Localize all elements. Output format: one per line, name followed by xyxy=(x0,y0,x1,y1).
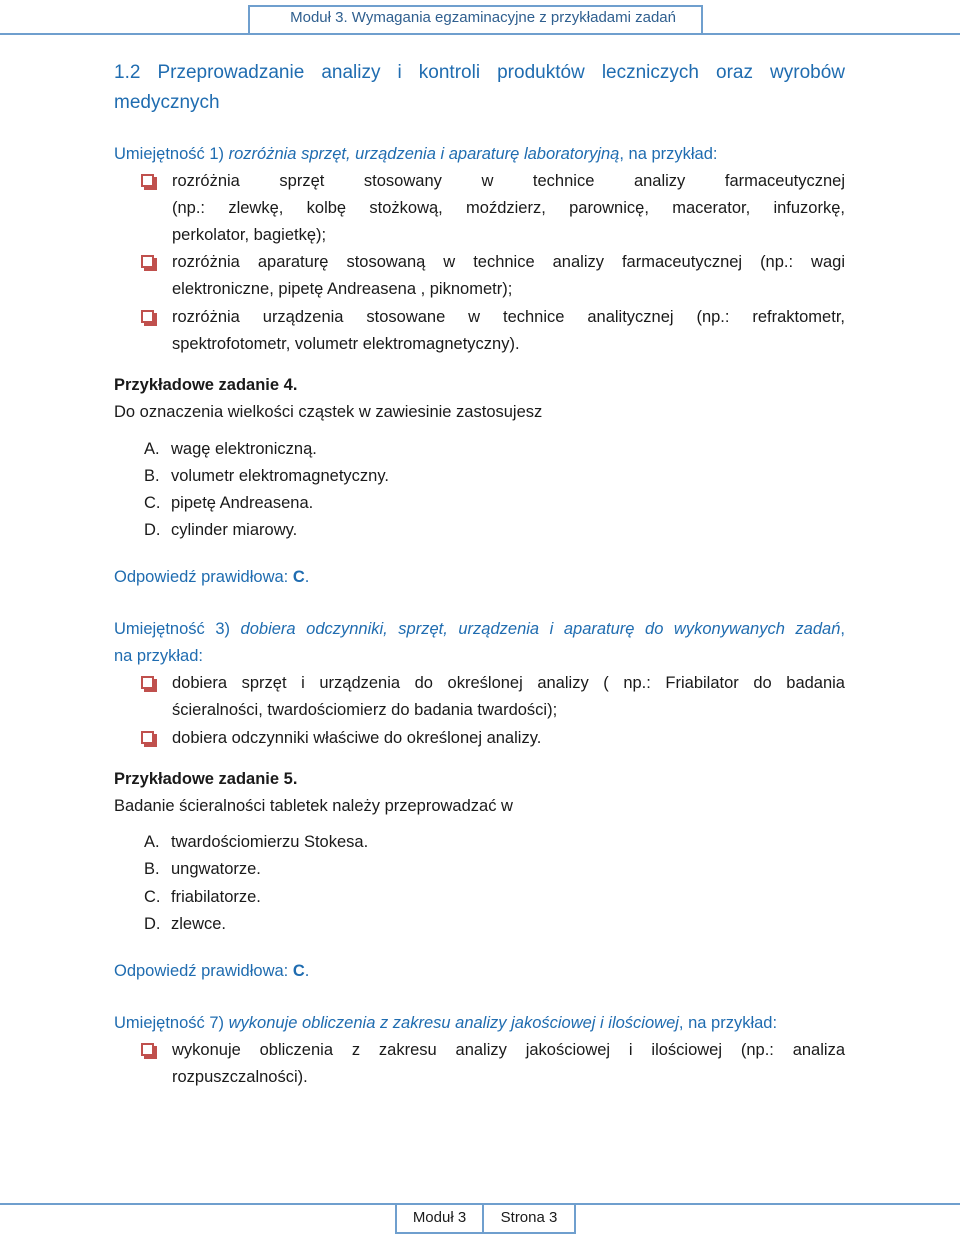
skill-1-item-3-line2: spektrofotometr, volumetr elektromagnetyczny). xyxy=(172,335,520,353)
skill-3-heading: Umiejętność 3) dobiera odczynniki, sprzęt, urządzenia i aparaturę do wykonywanych zadań, xyxy=(114,620,845,638)
footer-page-number: Strona 3 xyxy=(482,1204,576,1234)
skill-3-item-1-line1: dobiera sprzęt i urządzenia do określonej analizy ( np.: Friabilator do badania xyxy=(172,674,845,692)
header-rule xyxy=(0,33,960,35)
skill-1-item-1-line2: (np.: zlewkę, kolbę stożkową, moździerz, parownicę, macerator, infuzorkę, xyxy=(172,199,845,217)
section-title-line2: medycznych xyxy=(114,92,220,113)
skill-3-heading-line2: na przykład: xyxy=(114,647,203,665)
section-title-line1: 1.2 Przeprowadzanie analizy i kontroli produktów leczniczych oraz wyrobów xyxy=(114,62,845,83)
skill-1-item-2-line1: rozróżnia aparaturę stosowaną w technice analizy farmaceutycznej (np.: wagi xyxy=(172,253,845,271)
checkbox-bullet-icon xyxy=(141,255,154,268)
skill-3-item-2-line1: dobiera odczynniki właściwe do określonej analizy. xyxy=(172,729,542,747)
skill-3-item-1-line2: ścieralności, twardościomierz do badania twardości); xyxy=(172,701,558,719)
header-title: Moduł 3. Wymagania egzaminacyjne z przykładami zadań xyxy=(290,9,676,26)
skill-1-item-2-line2: elektroniczne, pipetę Andreasena , piknometr); xyxy=(172,280,513,298)
checkbox-bullet-icon xyxy=(141,174,154,187)
footer-module: Moduł 3 xyxy=(395,1204,484,1234)
skill-7-item-1-line2: rozpuszczalności). xyxy=(172,1068,308,1086)
task-4-option-d: D. cylinder miarowy. xyxy=(144,521,298,539)
task-5-option-d: D. zlewce. xyxy=(144,915,227,933)
task-5-option-c: C. friabilatorze. xyxy=(144,888,261,906)
skill-1-heading: Umiejętność 1) rozróżnia sprzęt, urządzenia i aparaturę laboratoryjną, na przykład: xyxy=(114,145,718,163)
task-4-option-c: C. pipetę Andreasena. xyxy=(144,494,314,512)
task-5-answer: Odpowiedź prawidłowa: C. xyxy=(114,962,310,980)
checkbox-bullet-icon xyxy=(141,731,154,744)
skill-7-item-1-line1: wykonuje obliczenia z zakresu analizy jakościowej i ilościowej (np.: analiza xyxy=(172,1041,845,1059)
task-5-question: Badanie ścieralności tabletek należy przeprowadzać w xyxy=(114,797,513,815)
skill-7-heading: Umiejętność 7) wykonuje obliczenia z zakresu analizy jakościowej i ilościowej, na przykład: xyxy=(114,1014,778,1032)
task-5-title: Przykładowe zadanie 5. xyxy=(114,770,298,788)
task-5-option-a: A. twardościomierzu Stokesa. xyxy=(144,833,369,851)
task-5-option-b: B. ungwatorze. xyxy=(144,860,261,878)
task-4-option-b: B. volumetr elektromagnetyczny. xyxy=(144,467,389,485)
skill-1-item-1-line3: perkolator, bagietkę); xyxy=(172,226,327,244)
skill-1-item-3-line1: rozróżnia urządzenia stosowane w technice analitycznej (np.: refraktometr, xyxy=(172,308,845,326)
checkbox-bullet-icon xyxy=(141,1043,154,1056)
skill-1-item-1-line1: rozróżnia sprzęt stosowany w technice analizy farmaceutycznej xyxy=(172,172,845,190)
task-4-title: Przykładowe zadanie 4. xyxy=(114,376,298,394)
task-4-answer: Odpowiedź prawidłowa: C. xyxy=(114,568,310,586)
task-4-option-a: A. wagę elektroniczną. xyxy=(144,440,317,458)
checkbox-bullet-icon xyxy=(141,310,154,323)
task-4-question: Do oznaczenia wielkości cząstek w zawiesinie zastosujesz xyxy=(114,403,543,421)
checkbox-bullet-icon xyxy=(141,676,154,689)
